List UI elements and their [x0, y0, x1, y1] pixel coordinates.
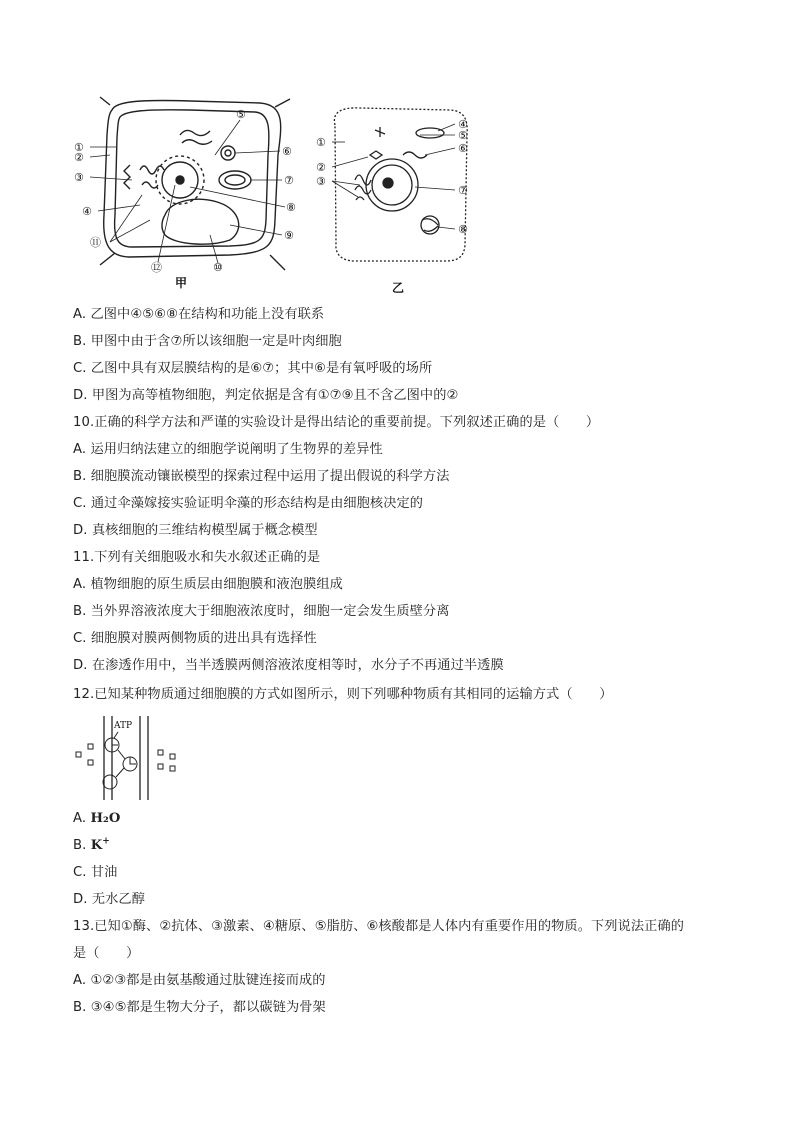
q11-option-c: C. 细胞膜对膜两侧物质的进出具有选择性: [73, 631, 317, 646]
transport-diagram: [70, 712, 190, 804]
label-animal-6: ⑥: [458, 142, 468, 155]
q10-option-a: A. 运用归纳法建立的细胞学说阐明了生物界的差异性: [73, 442, 383, 457]
q12-stem: 12.已知某种物质通过细胞膜的方式如图所示，则下列哪种物质有其相同的运输方式（ ）: [73, 687, 613, 702]
label-animal-4: ④: [458, 118, 468, 131]
label-animal-7: ⑦: [458, 184, 468, 197]
q13-option-b: B. ③④⑤都是生物大分子，都以碳链为骨架: [73, 1000, 326, 1015]
q9-option-c: C. 乙图中具有双层膜结构的是⑥⑦；其中⑥是有氧呼吸的场所: [73, 361, 433, 376]
cell-diagram-figure: [70, 95, 510, 300]
label-plant-11: ⑪: [90, 236, 101, 249]
q12-option-c: C. 甘油: [73, 865, 118, 880]
potassium-formula: K: [90, 838, 103, 853]
label-animal-5: ⑤: [458, 129, 468, 142]
plant-cell-drawing: [100, 97, 290, 270]
label-plant-9: ⑨: [284, 229, 294, 242]
q9-option-d: D. 甲图为高等植物细胞，判定依据是含有①⑦⑨且不含乙图中的②: [73, 388, 459, 403]
caption-plant-cell: 甲: [175, 276, 188, 290]
q9-option-b: B. 甲图中由于含⑦所以该细胞一定是叶肉细胞: [73, 334, 342, 349]
label-plant-1: ①: [74, 141, 84, 154]
label-plant-8: ⑧: [286, 201, 296, 214]
q11-option-b: B. 当外界溶液浓度大于细胞液浓度时，细胞一定会发生质壁分离: [73, 604, 450, 619]
caption-animal-cell: 乙: [392, 281, 405, 295]
label-plant-3: ③: [74, 171, 84, 184]
q11-option-a: A. 植物细胞的原生质层由细胞膜和液泡膜组成: [73, 577, 343, 592]
q13-stem-line1: 13.已知①酶、②抗体、③激素、④糖原、⑤脂肪、⑥核酸都是人体内有重要作用的物质。下列说法正确的: [73, 919, 685, 934]
carrier-shapes: [103, 732, 137, 789]
label-plant-5: ⑤: [236, 108, 246, 121]
q11-stem: 11.下列有关细胞吸水和失水叙述正确的是: [73, 550, 321, 565]
cell-diagram-svg: [70, 95, 510, 300]
q10-option-b: B. 细胞膜流动镶嵌模型的探索过程中运用了提出假说的科学方法: [73, 469, 450, 484]
label-animal-3: ③: [316, 175, 326, 188]
q12-option-d: D. 无水乙醇: [73, 892, 145, 907]
q10-option-d: D. 真核细胞的三维结构模型属于概念模型: [73, 523, 318, 538]
label-plant-7: ⑦: [284, 174, 294, 187]
label-plant-6: ⑥: [282, 145, 292, 158]
q10-option-c: C. 通过伞藻嫁接实验证明伞藻的形态结构是由细胞核决定的: [73, 496, 424, 511]
atp-label: ATP: [114, 721, 133, 731]
animal-cell-leader-lines: [332, 124, 455, 229]
label-plant-10: ⑩: [213, 261, 223, 274]
transport-diagram-svg: [70, 712, 190, 804]
label-animal-1: ①: [316, 136, 326, 149]
q13-stem-line2: 是（ ）: [73, 946, 140, 961]
solute-squares: [76, 744, 175, 771]
label-plant-12: ⑫: [151, 261, 162, 274]
label-plant-4: ④: [82, 205, 92, 218]
label-animal-2: ②: [316, 161, 326, 174]
q12-option-b: B. K+: [73, 836, 110, 853]
q9-option-a: A. 乙图中④⑤⑥⑧在结构和功能上没有联系: [73, 307, 325, 322]
label-plant-2: ②: [74, 151, 84, 164]
q10-stem: 10.正确的科学方法和严谨的实验设计是得出结论的重要前提。下列叙述正确的是（ ）: [73, 415, 600, 430]
q12-option-a: A. H₂O: [73, 811, 121, 826]
q11-option-d: D. 在渗透作用中，当半透膜两侧溶液浓度相等时，水分子不再通过半透膜: [73, 658, 504, 673]
label-animal-8: ⑧: [458, 223, 468, 236]
animal-cell-labels: [316, 118, 468, 295]
water-formula: H₂O: [90, 811, 121, 826]
q13-option-a: A. ①②③都是由氨基酸通过肽键连接而成的: [73, 973, 326, 988]
